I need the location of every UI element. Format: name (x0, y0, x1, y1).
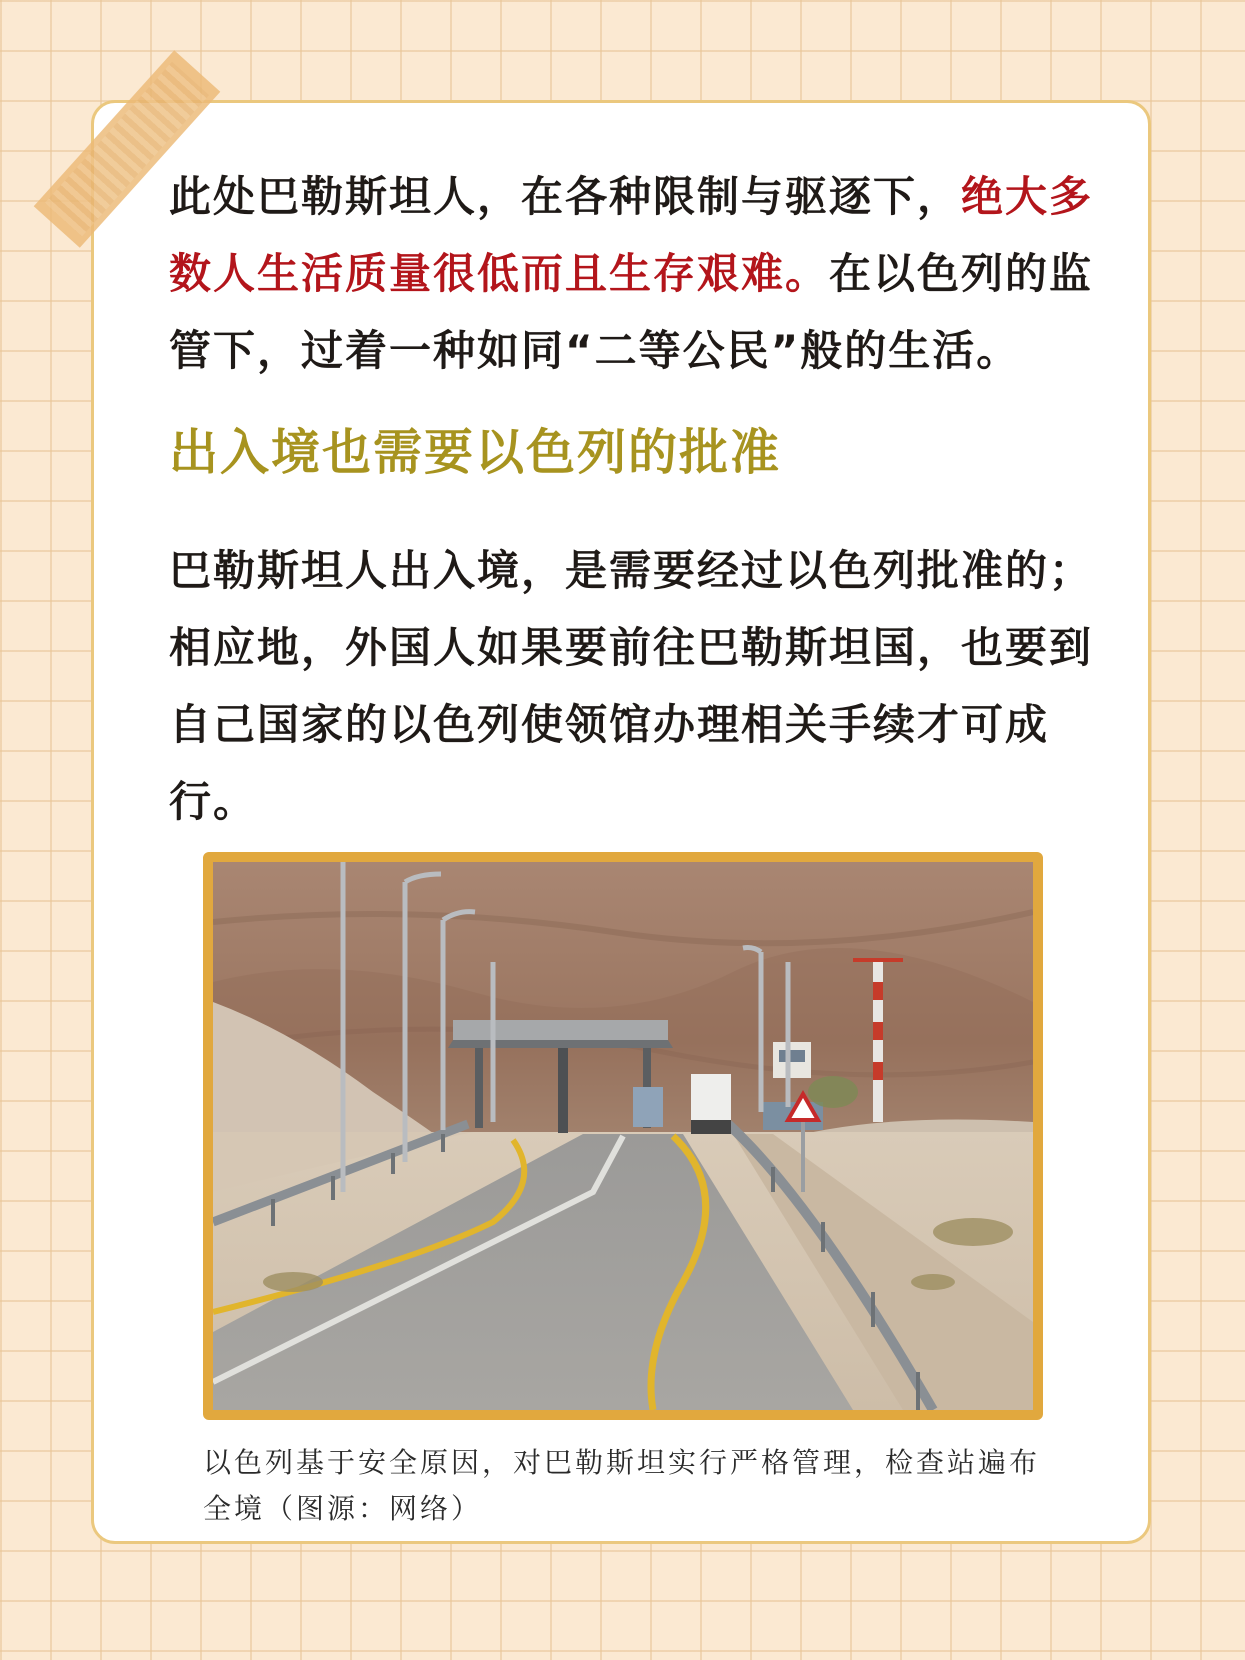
checkpoint-photo-illustration (213, 862, 1033, 1410)
intro-highlight: 绝大多数人生活质量很低而且生存艰难。 (169, 172, 1094, 298)
checkpoint-photo (203, 852, 1043, 1420)
intro-text-end: 在以色列的监管下，过着一种如同“二等公民”般的生活。 (169, 249, 1094, 375)
body-paragraph: 巴勒斯坦人出入境，是需要经过以色列批准的；相应地，外国人如果要前往巴勒斯坦国，也要到自己国家的以色列使领馆办理相关手续才可成行。 (169, 546, 1094, 826)
section-heading: 出入境也需要以色列的批准 (169, 424, 782, 481)
photo-caption: 以色列基于安全原因，对巴勒斯坦实行严格管理，检查站遍布全境（图源：网络） (203, 1446, 1041, 1525)
intro-paragraph (169, 158, 1129, 389)
intro-text-start: 此处巴勒斯坦人，在各种限制与驱逐下， (169, 172, 962, 221)
